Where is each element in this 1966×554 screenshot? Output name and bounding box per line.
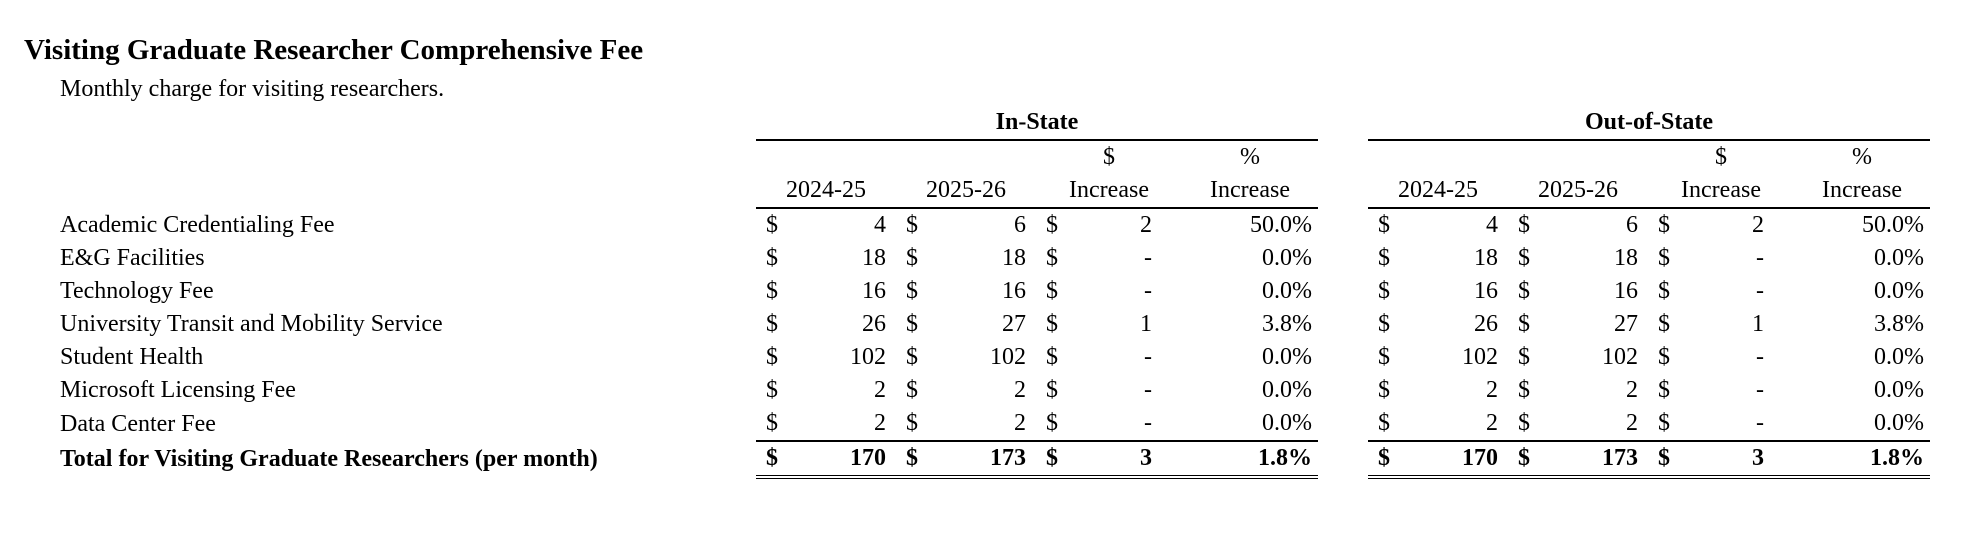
cell-dollar-increase: -: [1144, 377, 1152, 403]
cell-year2: 2: [1014, 377, 1026, 403]
cell-year1: 18: [862, 245, 886, 271]
currency-symbol: $: [906, 278, 918, 304]
group-gap: [1318, 140, 1368, 174]
currency-symbol: $: [1046, 344, 1058, 370]
table-row: [0, 374, 1930, 407]
currency-symbol: $: [1658, 377, 1670, 403]
currency-symbol: $: [1378, 212, 1390, 238]
group-gap: [1318, 407, 1368, 441]
currency-symbol: $: [1378, 311, 1390, 337]
group-gap: [1318, 308, 1368, 341]
group-gap: [1318, 242, 1368, 275]
row-label: E&G Facilities: [60, 245, 205, 271]
cell-pct-increase: 0.0%: [1874, 410, 1924, 436]
currency-symbol: $: [756, 441, 786, 477]
currency-symbol: $: [1378, 344, 1390, 370]
table-row: [0, 275, 1930, 308]
subheader-row-top: [0, 140, 1930, 174]
row-label: Data Center Fee: [60, 410, 216, 437]
header-spacer: [0, 140, 756, 174]
group-gap: [1318, 341, 1368, 374]
group-gap: [1318, 441, 1368, 477]
table-row: [0, 407, 1930, 441]
table-row: [0, 308, 1930, 341]
currency-symbol: $: [1046, 212, 1058, 238]
cell-pct-increase: 0.0%: [1874, 344, 1924, 370]
cell-year2: 6: [1626, 212, 1638, 238]
currency-symbol: $: [906, 344, 918, 370]
currency-symbol: $: [766, 344, 778, 370]
cell-dollar-increase: 1: [1752, 311, 1764, 337]
total-row: [0, 441, 1930, 477]
subheader-row-bottom: [0, 174, 1930, 208]
cell-dollar-increase: -: [1756, 377, 1764, 403]
cell-dollar-increase: -: [1756, 344, 1764, 370]
currency-symbol: $: [1046, 410, 1058, 436]
currency-symbol: $: [766, 212, 778, 238]
cell-year1: 26: [862, 311, 886, 337]
cell-year1: 4: [1486, 212, 1498, 238]
header-blank: [896, 140, 1036, 174]
currency-symbol: $: [1046, 377, 1058, 403]
group-gap: [1318, 106, 1368, 140]
cell-year2: 6: [1014, 212, 1026, 238]
header-spacer: [0, 174, 756, 208]
currency-symbol: $: [1518, 212, 1530, 238]
col-header-pct-increase: Increase: [1182, 174, 1318, 208]
cell-year1: 2: [1486, 377, 1498, 403]
fee-table: [0, 106, 1930, 479]
cell-year1: 18: [1474, 245, 1498, 271]
col-header-year2: 2025-26: [1508, 174, 1648, 208]
group-gap: [1318, 275, 1368, 308]
header-blank: [756, 140, 896, 174]
cell-dollar-increase: -: [1756, 410, 1764, 436]
col-header-dollar-increase-top: $: [1715, 144, 1727, 170]
currency-symbol: $: [766, 410, 778, 436]
col-header-dollar-increase: Increase: [1036, 174, 1182, 208]
col-header-year2: 2025-26: [896, 174, 1036, 208]
currency-symbol: $: [1046, 311, 1058, 337]
cell-year2: 16: [1002, 278, 1026, 304]
row-label: Technology Fee: [60, 278, 214, 304]
group-header-in-state: In-State: [756, 106, 1318, 140]
cell-pct-increase: 3.8%: [1262, 311, 1312, 337]
col-header-year1: 2024-25: [1368, 174, 1508, 208]
currency-symbol: $: [1508, 441, 1538, 477]
cell-year2: 2: [1626, 410, 1638, 436]
currency-symbol: $: [906, 311, 918, 337]
cell-pct-increase: 1.8%: [1794, 441, 1930, 477]
cell-pct-increase: 0.0%: [1874, 278, 1924, 304]
header-blank: [1368, 140, 1508, 174]
row-label: Microsoft Licensing Fee: [60, 377, 296, 403]
cell-year1: 170: [786, 441, 896, 477]
cell-year1: 2: [874, 410, 886, 436]
cell-year1: 102: [1462, 344, 1498, 370]
currency-symbol: $: [1378, 377, 1390, 403]
cell-dollar-increase: 2: [1140, 212, 1152, 238]
row-label: University Transit and Mobility Service: [60, 311, 443, 337]
cell-pct-increase: 0.0%: [1262, 344, 1312, 370]
cell-pct-increase: 0.0%: [1262, 245, 1312, 271]
table-row: [0, 242, 1930, 275]
cell-year1: 26: [1474, 311, 1498, 337]
col-header-year1: 2024-25: [756, 174, 896, 208]
table-row: [0, 208, 1930, 242]
group-header-out-of-state: Out-of-State: [1368, 106, 1930, 140]
cell-year2: 173: [1538, 441, 1648, 477]
currency-symbol: $: [1658, 344, 1670, 370]
currency-symbol: $: [1648, 441, 1678, 477]
col-header-dollar-increase: Increase: [1648, 174, 1794, 208]
cell-year1: 4: [874, 212, 886, 238]
currency-symbol: $: [906, 212, 918, 238]
currency-symbol: $: [766, 245, 778, 271]
cell-year2: 2: [1626, 377, 1638, 403]
currency-symbol: $: [766, 377, 778, 403]
currency-symbol: $: [896, 441, 926, 477]
cell-dollar-increase: -: [1756, 245, 1764, 271]
cell-pct-increase: 3.8%: [1874, 311, 1924, 337]
cell-dollar-increase: 3: [1066, 441, 1182, 477]
currency-symbol: $: [766, 278, 778, 304]
col-header-dollar-increase-top: $: [1103, 144, 1115, 170]
header-blank: [1508, 140, 1648, 174]
cell-pct-increase: 0.0%: [1262, 377, 1312, 403]
col-header-pct-increase-top: %: [1240, 144, 1260, 170]
currency-symbol: $: [906, 245, 918, 271]
currency-symbol: $: [1046, 245, 1058, 271]
currency-symbol: $: [1658, 311, 1670, 337]
currency-symbol: $: [1368, 441, 1398, 477]
cell-year1: 170: [1398, 441, 1508, 477]
fee-table-body: [0, 106, 1930, 477]
cell-dollar-increase: -: [1144, 245, 1152, 271]
cell-year2: 18: [1614, 245, 1638, 271]
table-row: [0, 341, 1930, 374]
cell-year2: 102: [1602, 344, 1638, 370]
currency-symbol: $: [1518, 278, 1530, 304]
currency-symbol: $: [1658, 212, 1670, 238]
group-header-row: [0, 106, 1930, 140]
cell-year1: 16: [862, 278, 886, 304]
group-gap: [1318, 374, 1368, 407]
group-gap: [1318, 174, 1368, 208]
currency-symbol: $: [1046, 278, 1058, 304]
row-label: Student Health: [60, 344, 204, 370]
currency-symbol: $: [1658, 410, 1670, 436]
cell-year2: 16: [1614, 278, 1638, 304]
currency-symbol: $: [1378, 278, 1390, 304]
cell-year2: 102: [990, 344, 1026, 370]
cell-pct-increase: 0.0%: [1874, 377, 1924, 403]
cell-year1: 16: [1474, 278, 1498, 304]
cell-pct-increase: 0.0%: [1262, 278, 1312, 304]
cell-year2: 173: [926, 441, 1036, 477]
currency-symbol: $: [1518, 344, 1530, 370]
currency-symbol: $: [1518, 377, 1530, 403]
currency-symbol: $: [1378, 410, 1390, 436]
currency-symbol: $: [1518, 311, 1530, 337]
currency-symbol: $: [1658, 278, 1670, 304]
currency-symbol: $: [766, 311, 778, 337]
cell-year2: 27: [1614, 311, 1638, 337]
currency-symbol: $: [906, 377, 918, 403]
cell-year2: 27: [1002, 311, 1026, 337]
col-header-pct-increase: Increase: [1794, 174, 1930, 208]
col-header-pct-increase-top: %: [1852, 144, 1872, 170]
currency-symbol: $: [906, 410, 918, 436]
header-spacer: [0, 106, 756, 140]
row-label: Academic Credentialing Fee: [60, 211, 335, 238]
currency-symbol: $: [1378, 245, 1390, 271]
group-gap: [1318, 208, 1368, 242]
currency-symbol: $: [1518, 245, 1530, 271]
cell-dollar-increase: 3: [1678, 441, 1794, 477]
cell-dollar-increase: -: [1144, 344, 1152, 370]
cell-pct-increase: 1.8%: [1182, 441, 1318, 477]
cell-dollar-increase: -: [1144, 278, 1152, 304]
cell-pct-increase: 0.0%: [1262, 410, 1312, 436]
currency-symbol: $: [1036, 441, 1066, 477]
cell-year2: 2: [1014, 410, 1026, 436]
cell-pct-increase: 0.0%: [1874, 245, 1924, 271]
cell-pct-increase: 50.0%: [1250, 212, 1312, 238]
cell-year1: 102: [850, 344, 886, 370]
page-title: Visiting Graduate Researcher Comprehensive Fee: [24, 34, 644, 66]
currency-symbol: $: [1518, 410, 1530, 436]
cell-dollar-increase: 2: [1752, 212, 1764, 238]
cell-dollar-increase: 1: [1140, 311, 1152, 337]
cell-year1: 2: [874, 377, 886, 403]
currency-symbol: $: [1658, 245, 1670, 271]
cell-year1: 2: [1486, 410, 1498, 436]
total-label: Total for Visiting Graduate Researchers (per month): [60, 445, 598, 472]
cell-year2: 18: [1002, 245, 1026, 271]
cell-pct-increase: 50.0%: [1862, 212, 1924, 238]
page-subtitle: Monthly charge for visiting researchers.: [60, 76, 445, 102]
cell-dollar-increase: -: [1144, 410, 1152, 436]
cell-dollar-increase: -: [1756, 278, 1764, 304]
